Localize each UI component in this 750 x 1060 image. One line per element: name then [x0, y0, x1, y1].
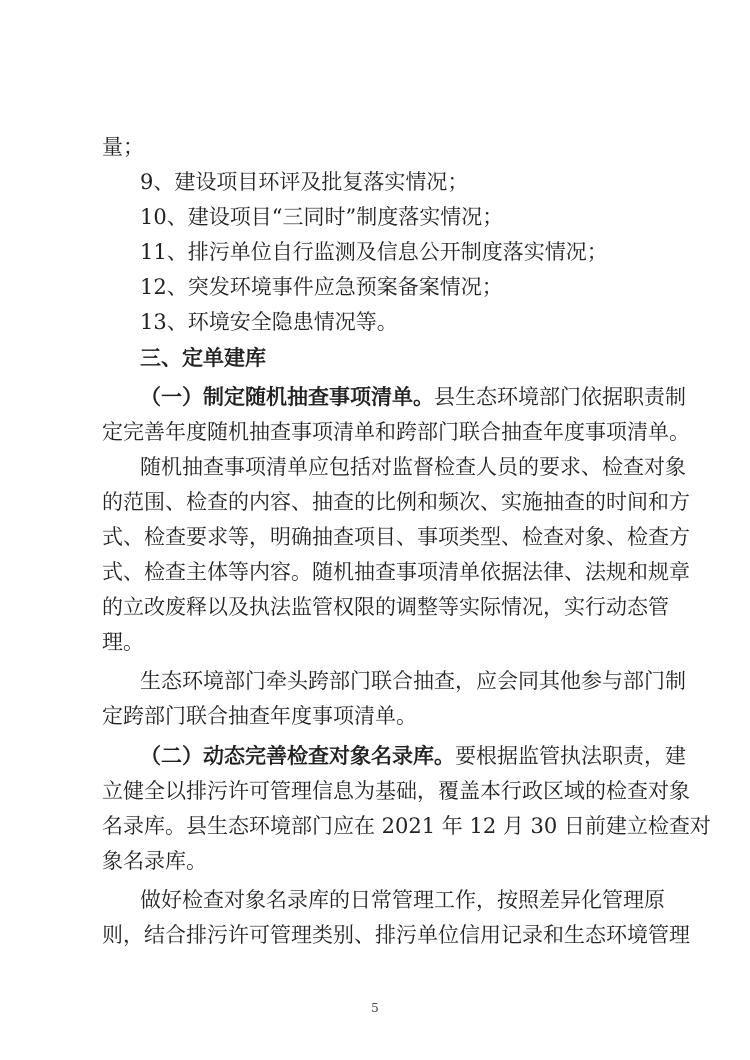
paragraph-text: 要根据监管执法职责，建 — [455, 744, 686, 768]
subsection-line — [102, 379, 686, 415]
section-heading: 三、定单建库 — [140, 345, 266, 370]
list-item-12: 12、突发环境事件应急预案备案情况； — [140, 275, 503, 299]
paragraph-line: 生态环境部门牵头跨部门联合抽查，应会同其他参与部门制 — [140, 669, 686, 693]
page-number: 5 — [371, 1001, 379, 1015]
document-body — [102, 130, 711, 953]
paragraph-line: 量； — [102, 135, 144, 159]
subsection-heading: （一）制定随机抽查事项清单。 — [140, 384, 434, 409]
paragraph-line: 的立改废释以及执法监管权限的调整等实际情况，实行动态管 — [102, 595, 669, 619]
subsection-line — [102, 738, 686, 774]
list-item-13: 13、环境安全隐患情况等。 — [140, 310, 398, 334]
paragraph-line: 式、检查主体等内容。随机抽查事项清单依据法律、法规和规章 — [102, 560, 690, 584]
paragraph-text: 县生态环境部门依据职责制 — [434, 385, 686, 409]
paragraph-line: 象名录库。 — [102, 849, 207, 873]
paragraph-line: 立健全以排污许可管理信息为基础，覆盖本行政区域的检查对象 — [102, 779, 690, 803]
subsection-heading: （二）动态完善检查对象名录库。 — [140, 743, 455, 768]
paragraph-line: 做好检查对象名录库的日常管理工作，按照差异化管理原 — [140, 888, 665, 912]
paragraph-line: 的范围、检查的内容、抽查的比例和频次、实施抽查的时间和方 — [102, 490, 690, 514]
paragraph-line: 式、检查要求等，明确抽查项目、事项类型、检查对象、检查方 — [102, 525, 690, 549]
paragraph-line: 定跨部门联合抽查年度事项清单。 — [102, 704, 417, 728]
list-item-9: 9、建设项目环评及批复落实情况； — [140, 170, 469, 194]
list-item-11: 11、排污单位自行监测及信息公开制度落实情况； — [140, 240, 608, 264]
paragraph-line: 名录库。县生态环境部门应在 2021 年 12 月 30 日前建立检查对 — [102, 814, 711, 838]
paragraph-line: 则，结合排污许可管理类别、排污单位信用记录和生态环境管理 — [102, 923, 690, 947]
list-item-10: 10、建设项目“三同时”制度落实情况； — [140, 205, 504, 229]
paragraph-line: 随机抽查事项清单应包括对监督检查人员的要求、检查对象 — [140, 455, 686, 479]
paragraph-line: 定完善年度随机抽查事项清单和跨部门联合抽查年度事项清单。 — [102, 420, 690, 444]
paragraph-line: 理。 — [102, 630, 144, 654]
